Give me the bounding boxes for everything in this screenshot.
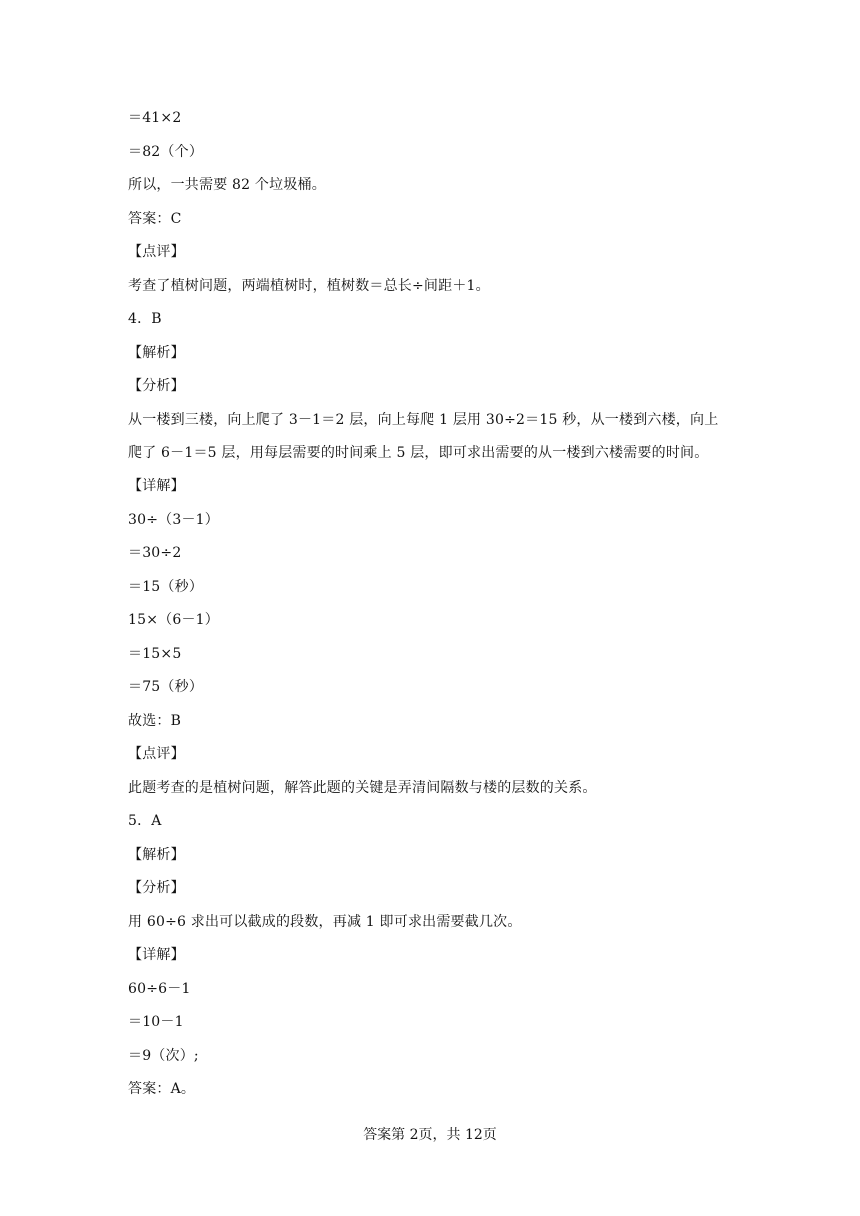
equation-line: ＝9（次）; (128, 1047, 199, 1064)
section-heading: 【分析】 (128, 880, 185, 896)
text-line: 考查了植树问题，两端植树时，植树数＝总长÷间距＋1。 (128, 277, 490, 294)
question-number: 4．B (128, 311, 162, 327)
text-line: 此题考查的是植树问题，解答此题的关键是弄清间隔数与楼的层数的关系。 (128, 779, 597, 796)
equation-line: ＝75（秒） (128, 679, 204, 695)
text-line: 所以，一共需要 82 个垃圾桶。 (128, 177, 326, 193)
answer-line: 答案：A。 (128, 1081, 196, 1097)
text-line: ＝82（个） (128, 143, 204, 160)
text-line: ＝41×2 (128, 110, 182, 126)
page-footer: 答案第 2页，共 12页 (363, 1127, 497, 1143)
section-heading: 【解析】 (128, 344, 185, 361)
equation-line: 30÷（3－1） (128, 511, 219, 528)
equation-line: 60÷6－1 (128, 980, 191, 997)
equation-line: ＝15×5 (128, 645, 182, 662)
text-line: 爬了 6－1＝5 层，用每层需要的时间乘上 5 层，即可求出需要的从一楼到六楼需要的时间。 (128, 444, 709, 461)
section-heading: 【点评】 (128, 244, 185, 260)
section-heading: 【详解】 (128, 947, 185, 963)
answer-text-body (128, 110, 748, 1115)
section-heading: 【点评】 (128, 746, 185, 762)
equation-line: ＝30÷2 (128, 545, 182, 561)
equation-line: 15×（6－1） (128, 612, 219, 628)
text-line: 用 60÷6 求出可以截成的段数，再减 1 即可求出需要截几次。 (128, 913, 522, 930)
equation-line: ＝10－1 (128, 1014, 184, 1030)
answer-line: 答案：C (128, 210, 182, 227)
section-heading: 【分析】 (128, 378, 185, 394)
section-heading: 【解析】 (128, 846, 185, 863)
answer-line: 故选：B (128, 712, 182, 729)
question-number: 5．A (128, 813, 162, 829)
text-line: 从一楼到三楼，向上爬了 3－1＝2 层，向上每爬 1 层用 30÷2＝15 秒，从一楼到六楼，向上 (128, 411, 719, 428)
section-heading: 【详解】 (128, 478, 185, 494)
equation-line: ＝15（秒） (128, 578, 204, 595)
